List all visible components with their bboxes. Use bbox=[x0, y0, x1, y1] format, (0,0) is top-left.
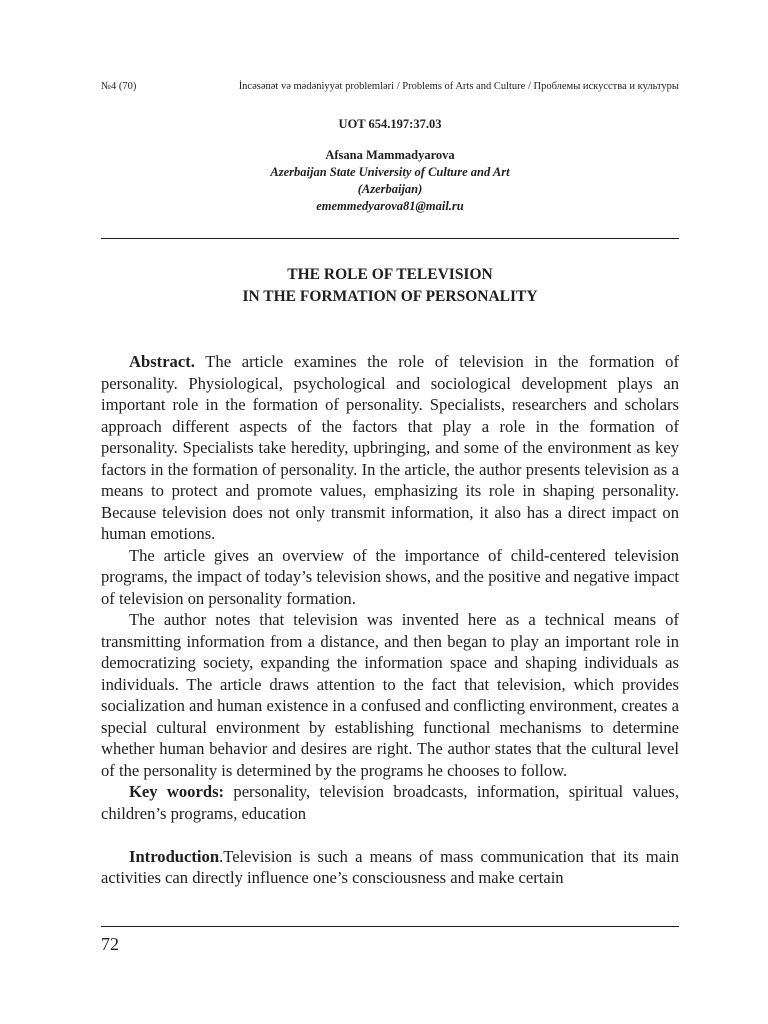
introduction-label: Introduction bbox=[129, 846, 220, 866]
issue-number: №4 (70) bbox=[101, 81, 137, 92]
title-line-1: THE ROLE OF TELEVISION bbox=[287, 266, 493, 283]
author-name: Afsana Mammadyarova bbox=[325, 148, 455, 162]
author-affiliation bbox=[101, 164, 679, 215]
author-email: ememmedyarova81@mail.ru bbox=[316, 199, 464, 213]
article-title bbox=[101, 264, 679, 308]
country: (Azerbaijan) bbox=[357, 182, 423, 196]
header-divider bbox=[101, 238, 679, 239]
abstract-paragraph: The author notes that television was invented here as a technical means of transmitting information from a distance, and then began to play an important role in democratizing society, expanding the information space and shaping individuals as individuals. The article draws attention to the fact that television, which provides socialization and human existence in a confused and conflicting environment, creates a special cultural environment by establishing functional mechanisms to determine whether human behavior and desires are right. The author states that the cultural level of the personality is determined by the programs he chooses to follow. bbox=[101, 610, 679, 780]
abstract-label: Abstract. bbox=[129, 352, 195, 371]
udc-code: UOT 654.197:37.03 bbox=[338, 117, 442, 131]
keywords-label: Key woords: bbox=[129, 782, 225, 801]
abstract-paragraph bbox=[101, 351, 679, 545]
introduction-paragraph bbox=[101, 846, 679, 889]
introduction-text: .Television is such a means of mass communication that its main activities can directly influence one’s consciousness and make certain bbox=[101, 846, 679, 887]
title-line-2: IN THE FORMATION OF PERSONALITY bbox=[242, 288, 538, 305]
abstract-paragraph: The article gives an overview of the importance of child-centered television programs, the impact of today’s television shows, and the positive and negative impact of television on personality formation. bbox=[101, 545, 679, 608]
keywords-paragraph bbox=[101, 781, 679, 824]
keywords-text: personality, television broadcasts, information, spiritual values, children’s programs, education bbox=[101, 782, 679, 823]
abstract-text: The article examines the role of television in the formation of personality. Physiological, psychological and sociological development plays an important role in the formation of personality. Specialists, researchers and scholars approach different aspects of the factors that play a role in the formation of personality. Specialists take heredity, upbringing, and some of the environment as key factors in the formation of personality. In the article, the author presents television as a means to protect and promote values, emphasizing its role in shaping personality. Because television does not only transmit information, it also has a direct impact on human emotions. bbox=[101, 352, 679, 543]
footer-divider bbox=[101, 926, 679, 927]
journal-name: İncəsənət və mədəniyyət problemləri / Problems of Arts and Culture / Проблемы искусства и культуры bbox=[238, 81, 679, 92]
paragraph-gap bbox=[101, 824, 679, 846]
article-body bbox=[101, 351, 679, 889]
university-name: Azerbaijan State University of Culture and Art bbox=[270, 165, 510, 179]
page-number: 72 bbox=[101, 934, 119, 954]
